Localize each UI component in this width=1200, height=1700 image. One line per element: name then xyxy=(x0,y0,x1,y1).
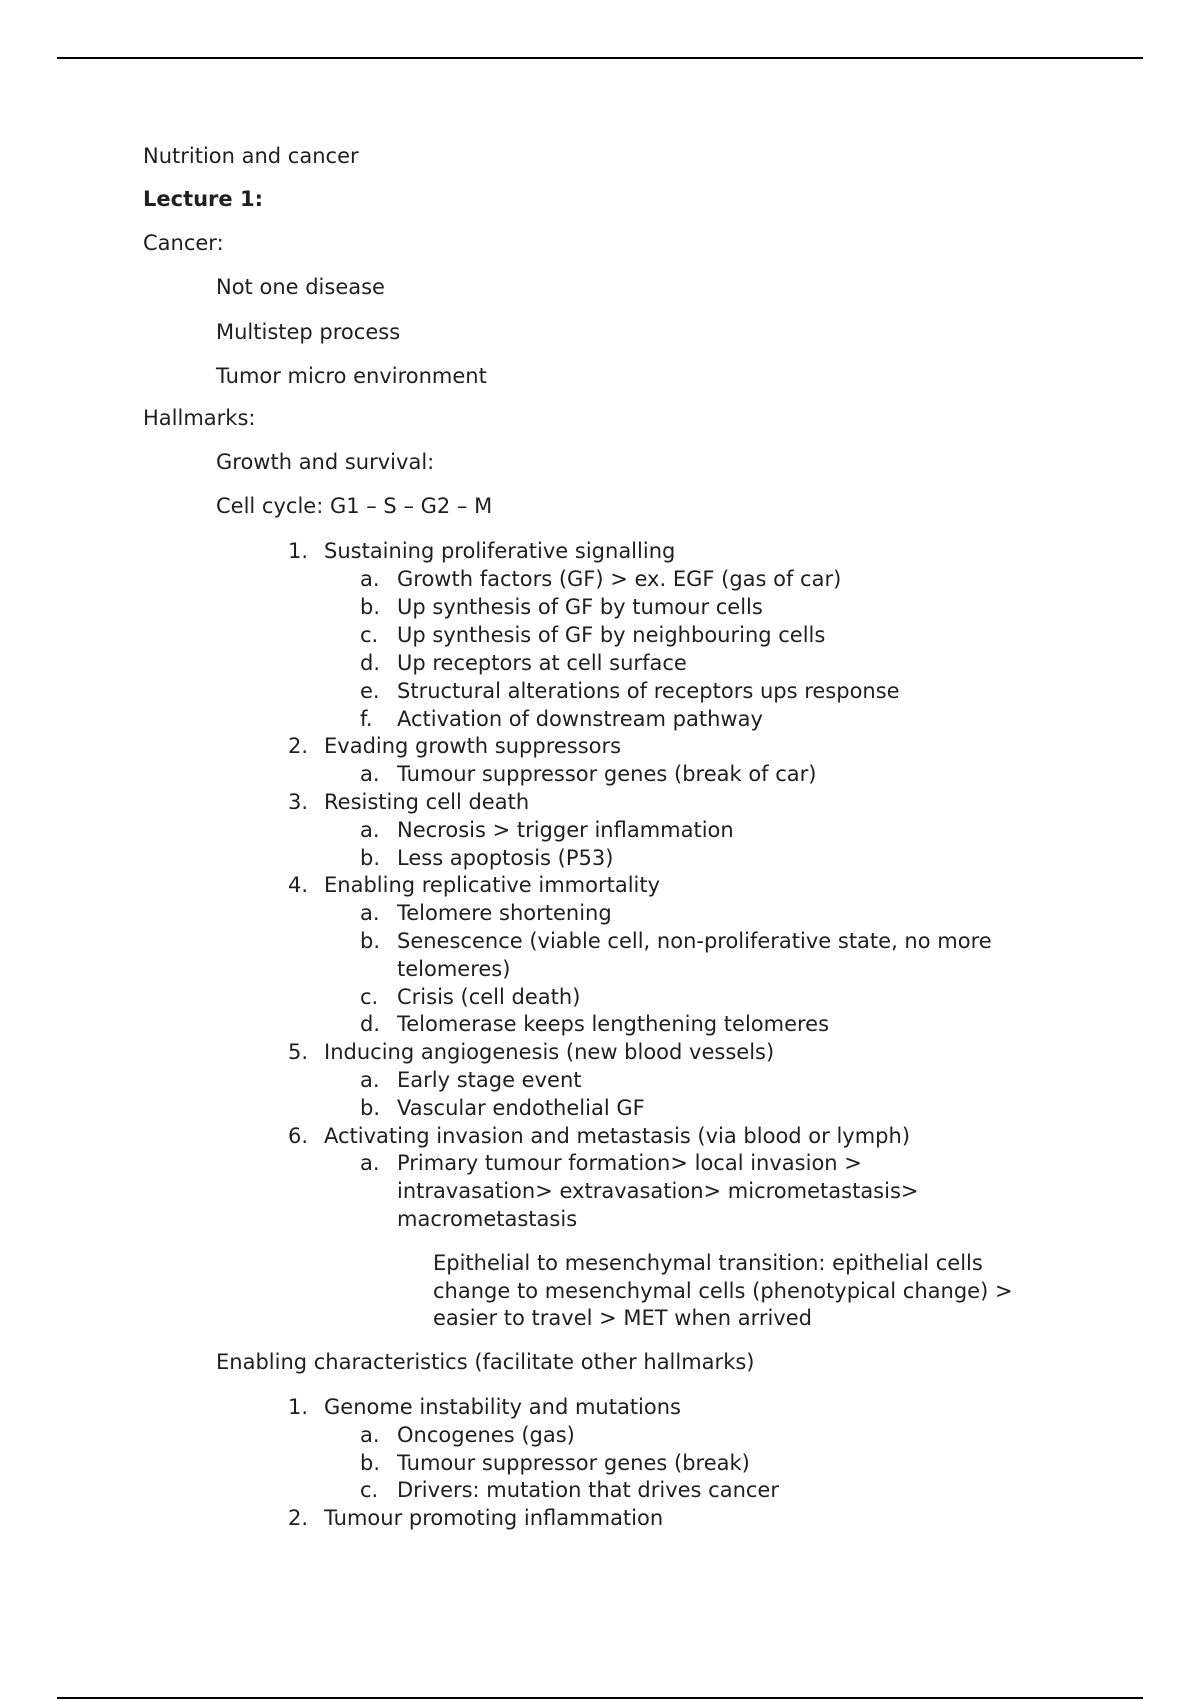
cancer-heading: Cancer: xyxy=(143,231,224,255)
list-letter: a. xyxy=(360,818,380,842)
sub-item: Up receptors at cell surface xyxy=(397,651,687,675)
sub-item: Activation of downstream pathway xyxy=(397,707,763,731)
list-letter: f. xyxy=(360,707,373,731)
sub-item: Structural alterations of receptors ups response xyxy=(397,679,900,703)
hallmark-item: Resisting cell death xyxy=(324,790,530,814)
sub-item: Up synthesis of GF by tumour cells xyxy=(397,595,763,619)
hallmark-item: Sustaining proliferative signalling xyxy=(324,539,676,563)
enabling-heading: Enabling characteristics (facilitate other hallmarks) xyxy=(216,1350,755,1374)
list-letter: b. xyxy=(360,1451,381,1475)
list-letter: a. xyxy=(360,1423,380,1447)
hallmark-item: Inducing angiogenesis (new blood vessels) xyxy=(324,1040,775,1064)
sub-item: Telomere shortening xyxy=(397,901,612,925)
list-letter: b. xyxy=(360,846,381,870)
cancer-point: Multistep process xyxy=(216,320,401,344)
sub-item-continuation: intravasation> extravasation> micrometastasis> xyxy=(397,1179,919,1203)
list-letter: d. xyxy=(360,651,381,675)
enabling-item: Genome instability and mutations xyxy=(324,1395,681,1419)
footer-rule xyxy=(57,1697,1143,1699)
sub-item: Senescence (viable cell, non-proliferative state, no more xyxy=(397,929,992,953)
emt-note: Epithelial to mesenchymal transition: epithelial cells xyxy=(433,1251,983,1275)
sub-item: Drivers: mutation that drives cancer xyxy=(397,1478,779,1502)
enabling-item: Tumour promoting inflammation xyxy=(324,1506,664,1530)
emt-note: easier to travel > MET when arrived xyxy=(433,1306,812,1330)
cancer-point: Not one disease xyxy=(216,275,385,299)
sub-item: Tumour suppressor genes (break) xyxy=(397,1451,750,1475)
sub-item: Less apoptosis (P53) xyxy=(397,846,614,870)
list-letter: a. xyxy=(360,1151,380,1175)
doc-title: Nutrition and cancer xyxy=(143,144,359,168)
hallmarks-heading: Hallmarks: xyxy=(143,406,256,430)
sub-item: Primary tumour formation> local invasion > xyxy=(397,1151,862,1175)
list-letter: b. xyxy=(360,595,381,619)
sub-item: Early stage event xyxy=(397,1068,582,1092)
sub-item: Growth factors (GF) > ex. EGF (gas of car) xyxy=(397,567,842,591)
header-rule xyxy=(57,57,1143,59)
hallmark-item: Enabling replicative immortality xyxy=(324,873,661,897)
lecture-heading: Lecture 1: xyxy=(143,187,263,211)
hallmark-item: Evading growth suppressors xyxy=(324,734,622,758)
list-number: 5. xyxy=(288,1040,309,1064)
list-letter: e. xyxy=(360,679,380,703)
cell-cycle-line: Cell cycle: G1 – S – G2 – M xyxy=(216,494,493,518)
list-number: 6. xyxy=(288,1124,309,1148)
sub-item: Necrosis > trigger inflammation xyxy=(397,818,734,842)
hallmark-item: Activating invasion and metastasis (via blood or lymph) xyxy=(324,1124,911,1148)
list-number: 2. xyxy=(288,1506,309,1530)
sub-item: Oncogenes (gas) xyxy=(397,1423,575,1447)
sub-item: Crisis (cell death) xyxy=(397,985,581,1009)
list-letter: d. xyxy=(360,1012,381,1036)
emt-note: change to mesenchymal cells (phenotypical change) > xyxy=(433,1279,1013,1303)
list-letter: a. xyxy=(360,762,380,786)
list-number: 2. xyxy=(288,734,309,758)
list-letter: a. xyxy=(360,567,380,591)
list-number: 3. xyxy=(288,790,309,814)
list-letter: b. xyxy=(360,929,381,953)
sub-item-continuation: telomeres) xyxy=(397,957,511,981)
sub-item: Tumour suppressor genes (break of car) xyxy=(397,762,817,786)
cancer-point: Tumor micro environment xyxy=(216,364,487,388)
list-letter: a. xyxy=(360,901,380,925)
list-letter: a. xyxy=(360,1068,380,1092)
list-number: 1. xyxy=(288,1395,309,1419)
sub-item: Vascular endothelial GF xyxy=(397,1096,645,1120)
list-letter: c. xyxy=(360,623,379,647)
list-number: 4. xyxy=(288,873,309,897)
sub-item: Telomerase keeps lengthening telomeres xyxy=(397,1012,830,1036)
growth-heading: Growth and survival: xyxy=(216,450,435,474)
list-letter: b. xyxy=(360,1096,381,1120)
sub-item: Up synthesis of GF by neighbouring cells xyxy=(397,623,826,647)
list-letter: c. xyxy=(360,1478,379,1502)
list-number: 1. xyxy=(288,539,309,563)
sub-item-continuation: macrometastasis xyxy=(397,1207,578,1231)
list-letter: c. xyxy=(360,985,379,1009)
